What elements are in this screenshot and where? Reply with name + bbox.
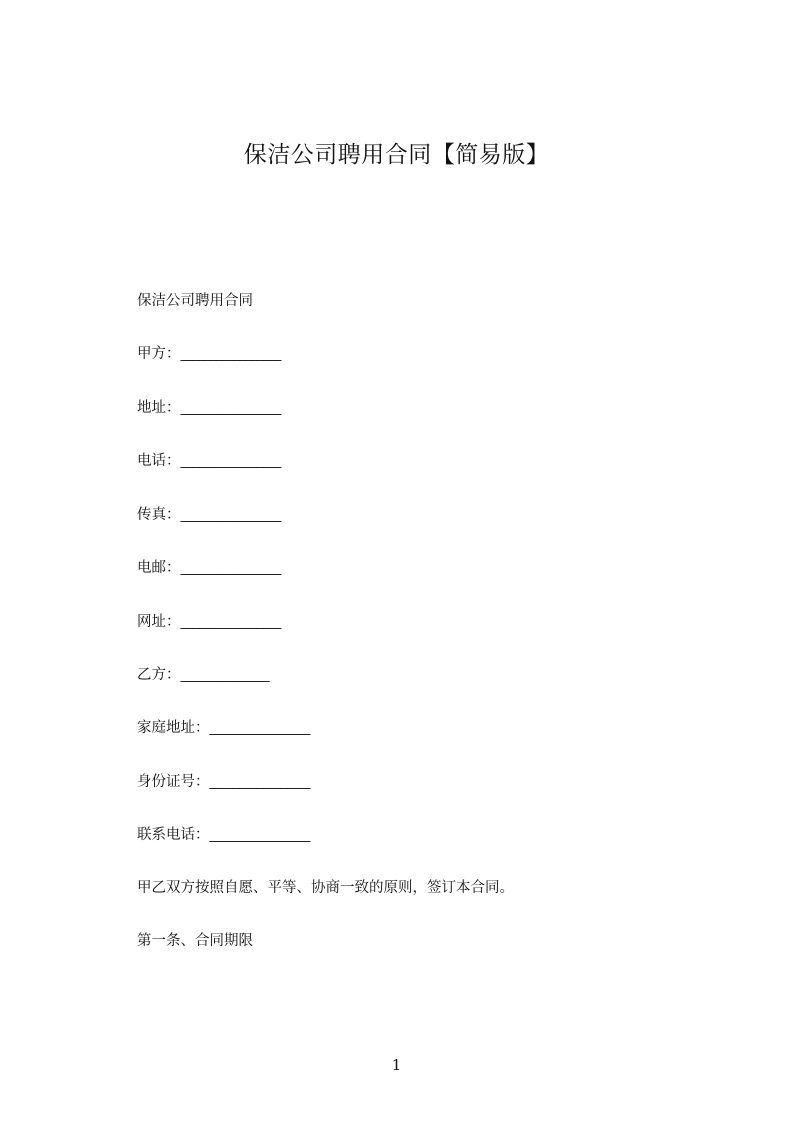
fill-in-blank[interactable]: _________________ [180, 615, 281, 630]
field-party-a-address [137, 398, 281, 418]
fill-in-blank[interactable]: _________________ [209, 828, 310, 843]
field-party-a-fax [137, 505, 281, 525]
field-label: 电话： [137, 453, 181, 469]
fill-in-blank[interactable]: _________________ [180, 347, 281, 362]
fill-in-blank[interactable]: _________________ [180, 561, 281, 576]
field-label: 家庭地址： [137, 720, 210, 736]
field-label: 甲方： [137, 346, 181, 362]
fill-in-blank[interactable]: _________________ [180, 454, 281, 469]
fill-in-blank[interactable]: _______________ [180, 668, 270, 683]
fill-in-blank[interactable]: _________________ [209, 721, 310, 736]
field-label: 网址： [137, 614, 181, 630]
field-party-b-id-number [137, 772, 310, 792]
agreement-paragraph: 甲乙双方按照自愿、平等、协商一致的原则，签订本合同。 [137, 880, 514, 896]
field-label: 电邮： [137, 560, 181, 576]
field-label: 地址： [137, 400, 181, 416]
section-heading: 第一条、合同期限 [137, 933, 253, 949]
field-label: 乙方： [137, 667, 181, 683]
field-party-a [137, 344, 281, 364]
page-number: 1 [391, 1056, 402, 1074]
field-party-b-contact-phone [137, 825, 310, 845]
field-party-b-home-address [137, 718, 310, 738]
fill-in-blank[interactable]: _________________ [209, 775, 310, 790]
fill-in-blank[interactable]: _________________ [180, 508, 281, 523]
field-party-a-website [137, 612, 281, 632]
field-party-b [137, 665, 269, 685]
document-title: 保洁公司聘用合同【简易版】 [243, 142, 550, 168]
field-label: 联系电话： [137, 827, 210, 843]
field-party-a-phone [137, 451, 281, 471]
field-label: 身份证号： [137, 774, 210, 790]
fill-in-blank[interactable]: _________________ [180, 401, 281, 416]
field-label: 传真： [137, 507, 181, 523]
field-party-a-email [137, 558, 281, 578]
document-subtitle: 保洁公司聘用合同 [137, 293, 253, 309]
